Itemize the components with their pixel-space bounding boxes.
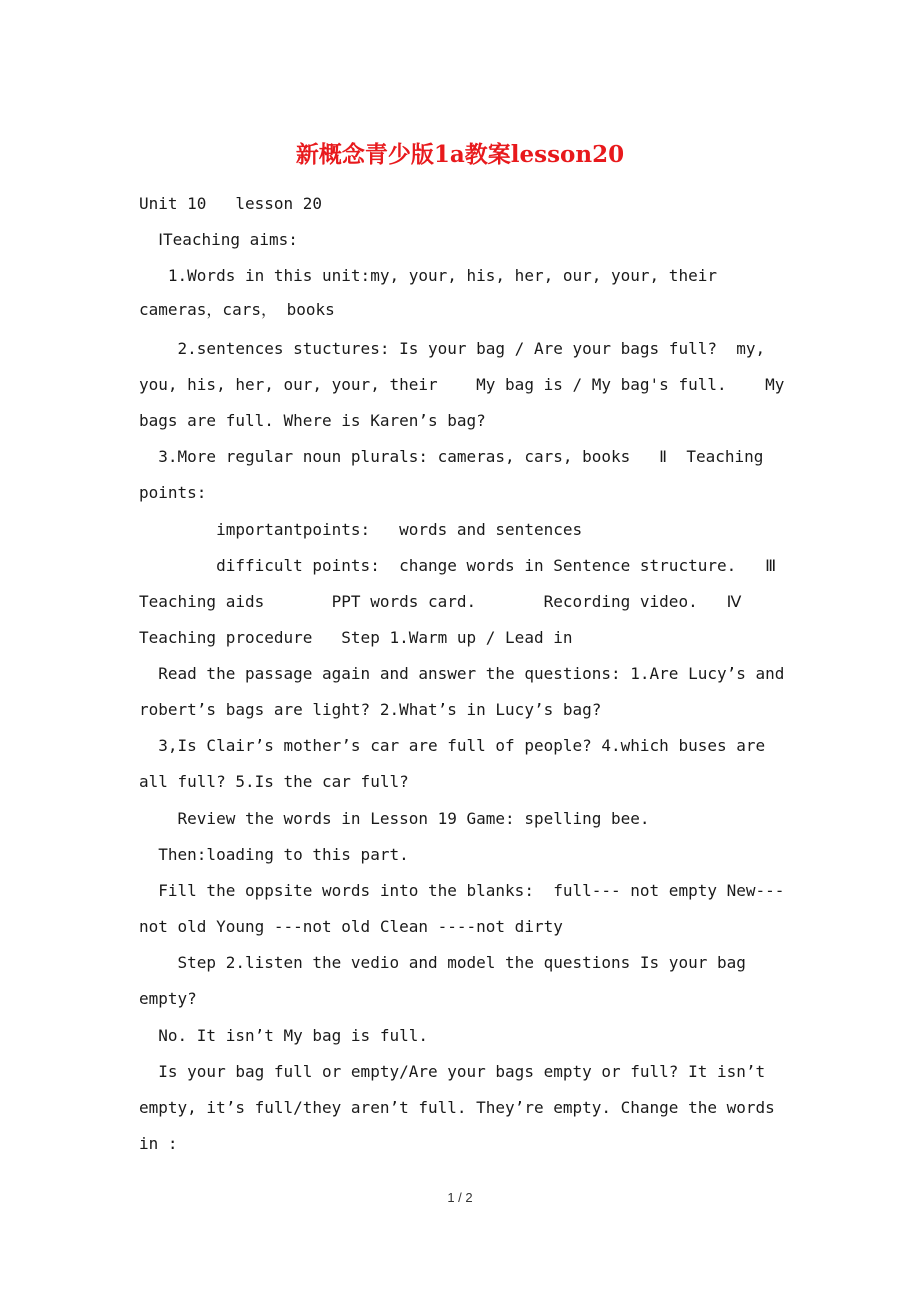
body-line: in : [139,1134,178,1153]
body-line: importantpoints: words and sentences [139,520,583,539]
body-line: 1.Words in this unit:my, your, his, her, our, your, their [139,266,717,285]
body-line: Step 2.listen the vedio and model the questions Is your bag [139,953,746,972]
body-line: 3.More regular noun plurals: cameras, cars, books Ⅱ Teaching [139,447,764,466]
body-line: Is your bag full or empty/Are your bags empty or full? It isn’t [139,1062,766,1081]
body-line: difficult points: change words in Sentence structure. Ⅲ [139,556,777,575]
body-line: 3,Is Clair’s mother’s car are full of people? 4.which buses are [139,736,766,755]
body-line: not old Young ---not old Clean ----not dirty [139,917,563,936]
body-line: robert’s bags are light? 2.What’s in Lucy’s bag? [139,700,602,719]
body-line: Teaching aids PPT words card. Recording video. Ⅳ [139,592,742,611]
body-line: Read the passage again and answer the questions: 1.Are Lucy’s and [139,664,785,683]
body-line: empty? [139,989,197,1008]
body-line: Fill the oppsite words into the blanks: full--- not empty New--- [139,881,785,900]
body-line: ⅠTeaching aims: [139,230,298,249]
page-number: 1 / 2 [447,1190,473,1205]
body-line: Teaching procedure Step 1.Warm up / Lead in [139,628,573,647]
document-title: 新概念青少版1a教案lesson20 [295,141,625,168]
body-line: empty, it’s full/they aren’t full. They’re empty. Change the words [139,1098,775,1117]
body-line: cameras，cars， books [139,300,335,319]
body-line: Unit 10 lesson 20 [139,194,323,213]
body-line: you, his, her, our, your, their My bag is / My bag's full. My [139,375,785,394]
body-line: Review the words in Lesson 19 Game: spelling bee. [139,809,650,828]
body-line: No. It isn’t My bag is full. [139,1026,428,1045]
body-line: Then:loading to this part. [139,845,409,864]
body-line: all full? 5.Is the car full? [139,772,409,791]
body-line: bags are full. Where is Karen’s bag? [139,411,486,430]
body-line: 2.sentences stuctures: Is your bag / Are your bags full? my, [139,339,766,358]
body-line: points: [139,483,207,502]
